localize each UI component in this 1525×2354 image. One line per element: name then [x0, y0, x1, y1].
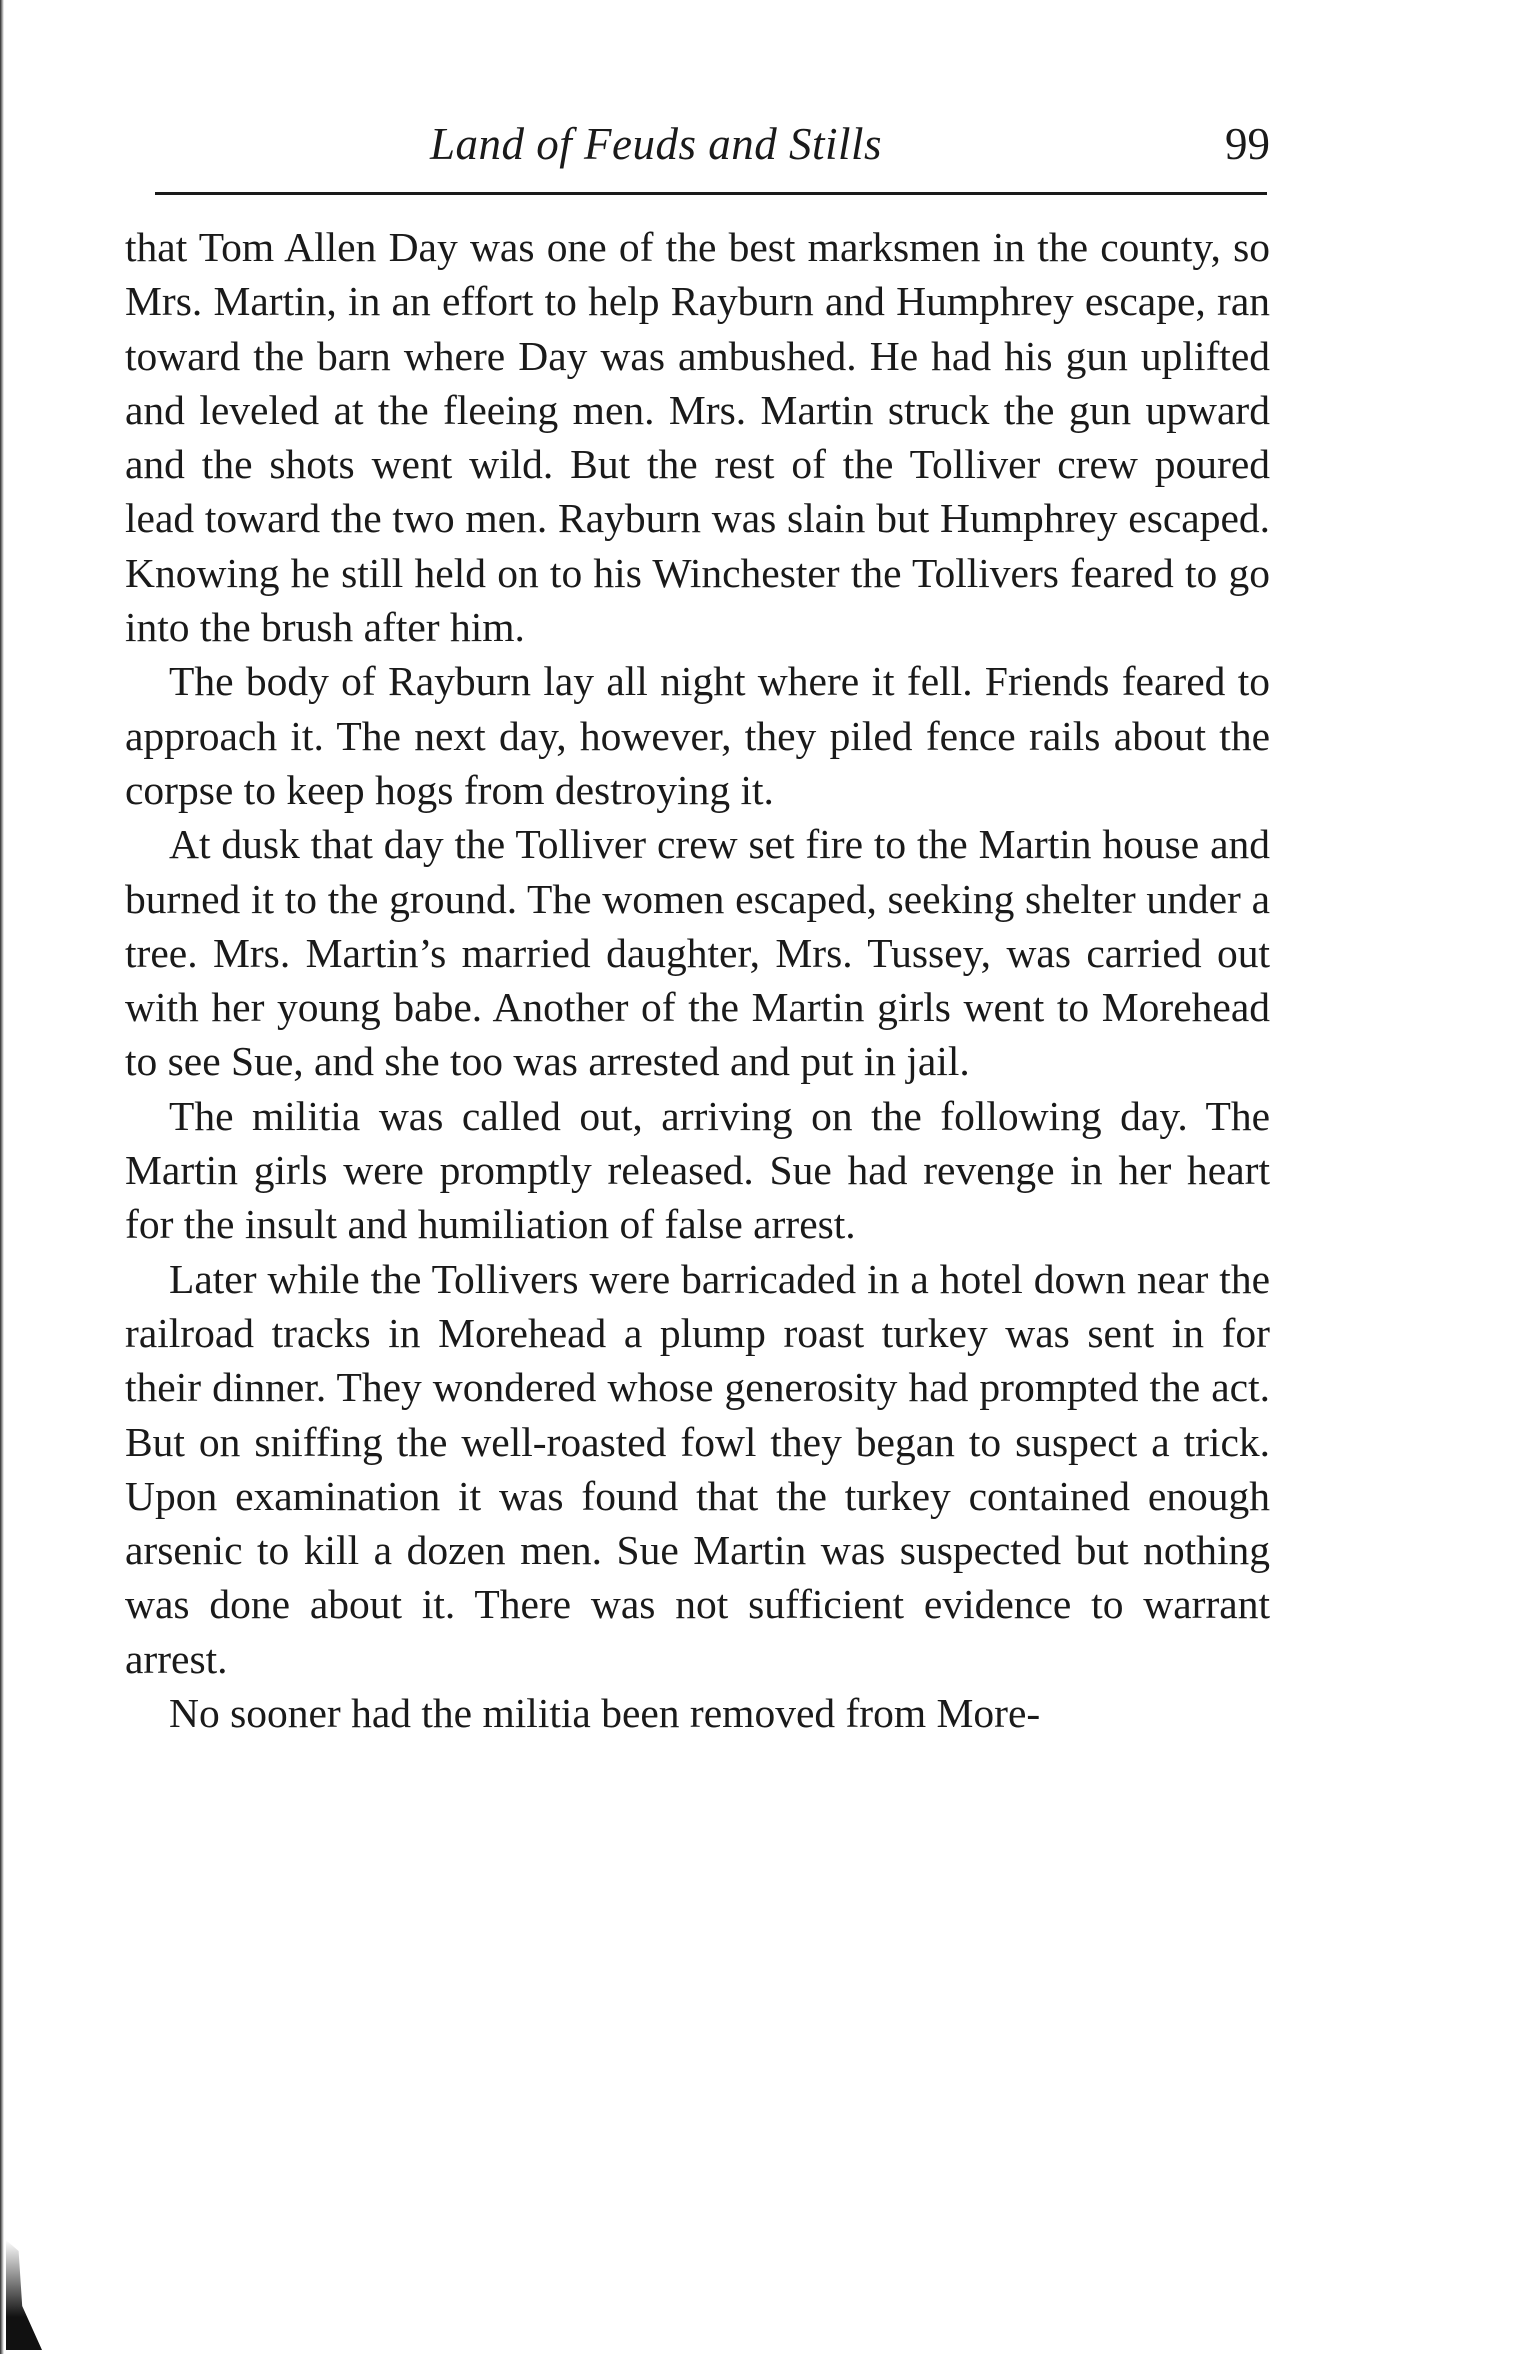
running-title: Land of Feuds and Stills — [430, 119, 883, 169]
paragraph: Later while the Tollivers were barricaded in a hotel down near the railroad tracks in Morehead a plump roast turkey was sent in for their dinner. They wondered whose generosity had prompted the act. But on sniffing the well-roasted fowl they began to suspect a trick. Upon examination it was found that the turkey contained enough arsenic to kill a dozen men. Sue Martin was suspected but nothing was done about it. There was not sufficient evidence to warrant arrest. — [125, 1255, 1270, 1682]
paragraph: The militia was called out, arriving on the following day. The Martin girls were promptly released. Sue had revenge in her heart for the insult and humiliation of false arrest. — [125, 1092, 1270, 1248]
body-text — [125, 220, 1270, 1740]
scan-edge-shadow — [0, 0, 4, 2354]
paragraph: The body of Rayburn lay all night where it fell. Friends feared to approach it. The next day, however, they piled fence rails about the corpse to keep hogs from destroying it. — [125, 658, 1270, 813]
paragraph: At dusk that day the Tolliver crew set fire to the Martin house and burned it to the ground. The women escaped, seeking shelter under a tree. Mrs. Martin’s married daughter, Mrs. Tussey, was carried out with her young babe. Another of the Martin girls went to Morehead to see Sue, and she too was arrested and put in jail. — [125, 821, 1270, 1085]
scan-corner-mark — [6, 2240, 42, 2350]
page-header — [125, 118, 1270, 188]
paragraph: that Tom Allen Day was one of the best marksmen in the county, so Mrs. Martin, in an effort to help Rayburn and Humphrey escape, ran toward the barn where Day was ambushed. He had his gun uplifted and leveled at the fleeing men. Mrs. Martin struck the gun upward and the shots went wild. But the rest of the Tolliver crew poured lead toward the two men. Rayburn was slain but Humphrey escaped. Knowing he still held on to his Winchester the Tollivers feared to go into the brush after him. — [125, 224, 1270, 651]
paragraph: No sooner had the militia been removed from More- — [169, 1690, 1041, 1737]
header-rule — [155, 192, 1267, 195]
page-number: 99 — [1225, 119, 1270, 169]
